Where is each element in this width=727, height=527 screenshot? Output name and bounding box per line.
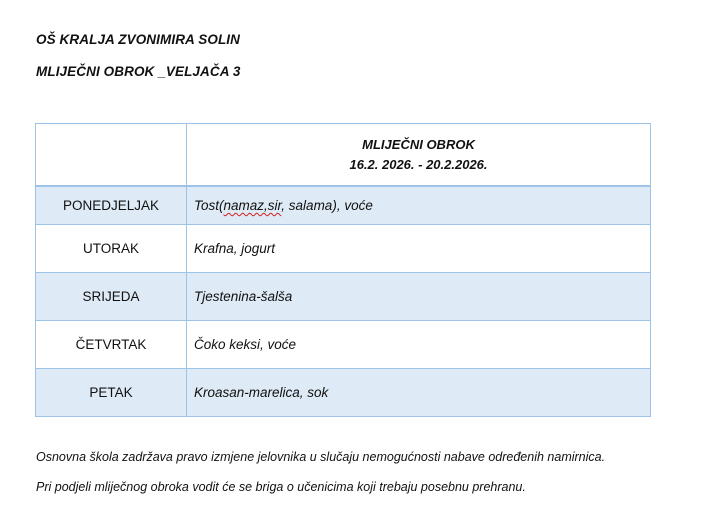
meal-cell (187, 186, 651, 225)
table-header-row (36, 124, 651, 187)
table-row (36, 225, 651, 273)
meal-table (35, 123, 651, 417)
header-title: MLIJEČNI OBROK (362, 136, 475, 152)
header-dates: 16.2. 2026. - 20.2.2026. (349, 156, 488, 172)
table-row (36, 369, 651, 417)
special-diet-note: Pri podjeli mliječnog obroka vodit će se briga o učenicima koji trebaju posebnu prehranu. (36, 480, 526, 494)
meal-cell: Tjestenina-šalša (187, 273, 651, 321)
document-subtitle: MLIJEČNI OBROK _VELJAČA 3 (36, 64, 241, 79)
table-row (36, 321, 651, 369)
header-empty-cell (36, 124, 187, 187)
day-cell: ČETVRTAK (36, 321, 187, 369)
menu-change-note: Osnovna škola zadržava pravo izmjene jelovnika u slučaju nemogućnosti nabave određenih namirnica. (36, 450, 606, 464)
table-row (36, 273, 651, 321)
day-cell: PETAK (36, 369, 187, 417)
day-cell: UTORAK (36, 225, 187, 273)
school-name: OŠ KRALJA ZVONIMIRA SOLIN (36, 32, 241, 47)
meal-text-prefix: Tost( (194, 198, 224, 213)
day-cell: SRIJEDA (36, 273, 187, 321)
meal-text-suffix: , salama), voće (281, 198, 373, 213)
spellcheck-flagged-text: namaz,sir (223, 198, 282, 213)
day-cell: PONEDJELJAK (36, 186, 187, 225)
meal-cell: Kroasan-marelica, sok (187, 369, 651, 417)
header-cell (187, 124, 651, 187)
table-row (36, 186, 651, 225)
meal-cell: Krafna, jogurt (187, 225, 651, 273)
meal-cell: Čoko keksi, voće (187, 321, 651, 369)
